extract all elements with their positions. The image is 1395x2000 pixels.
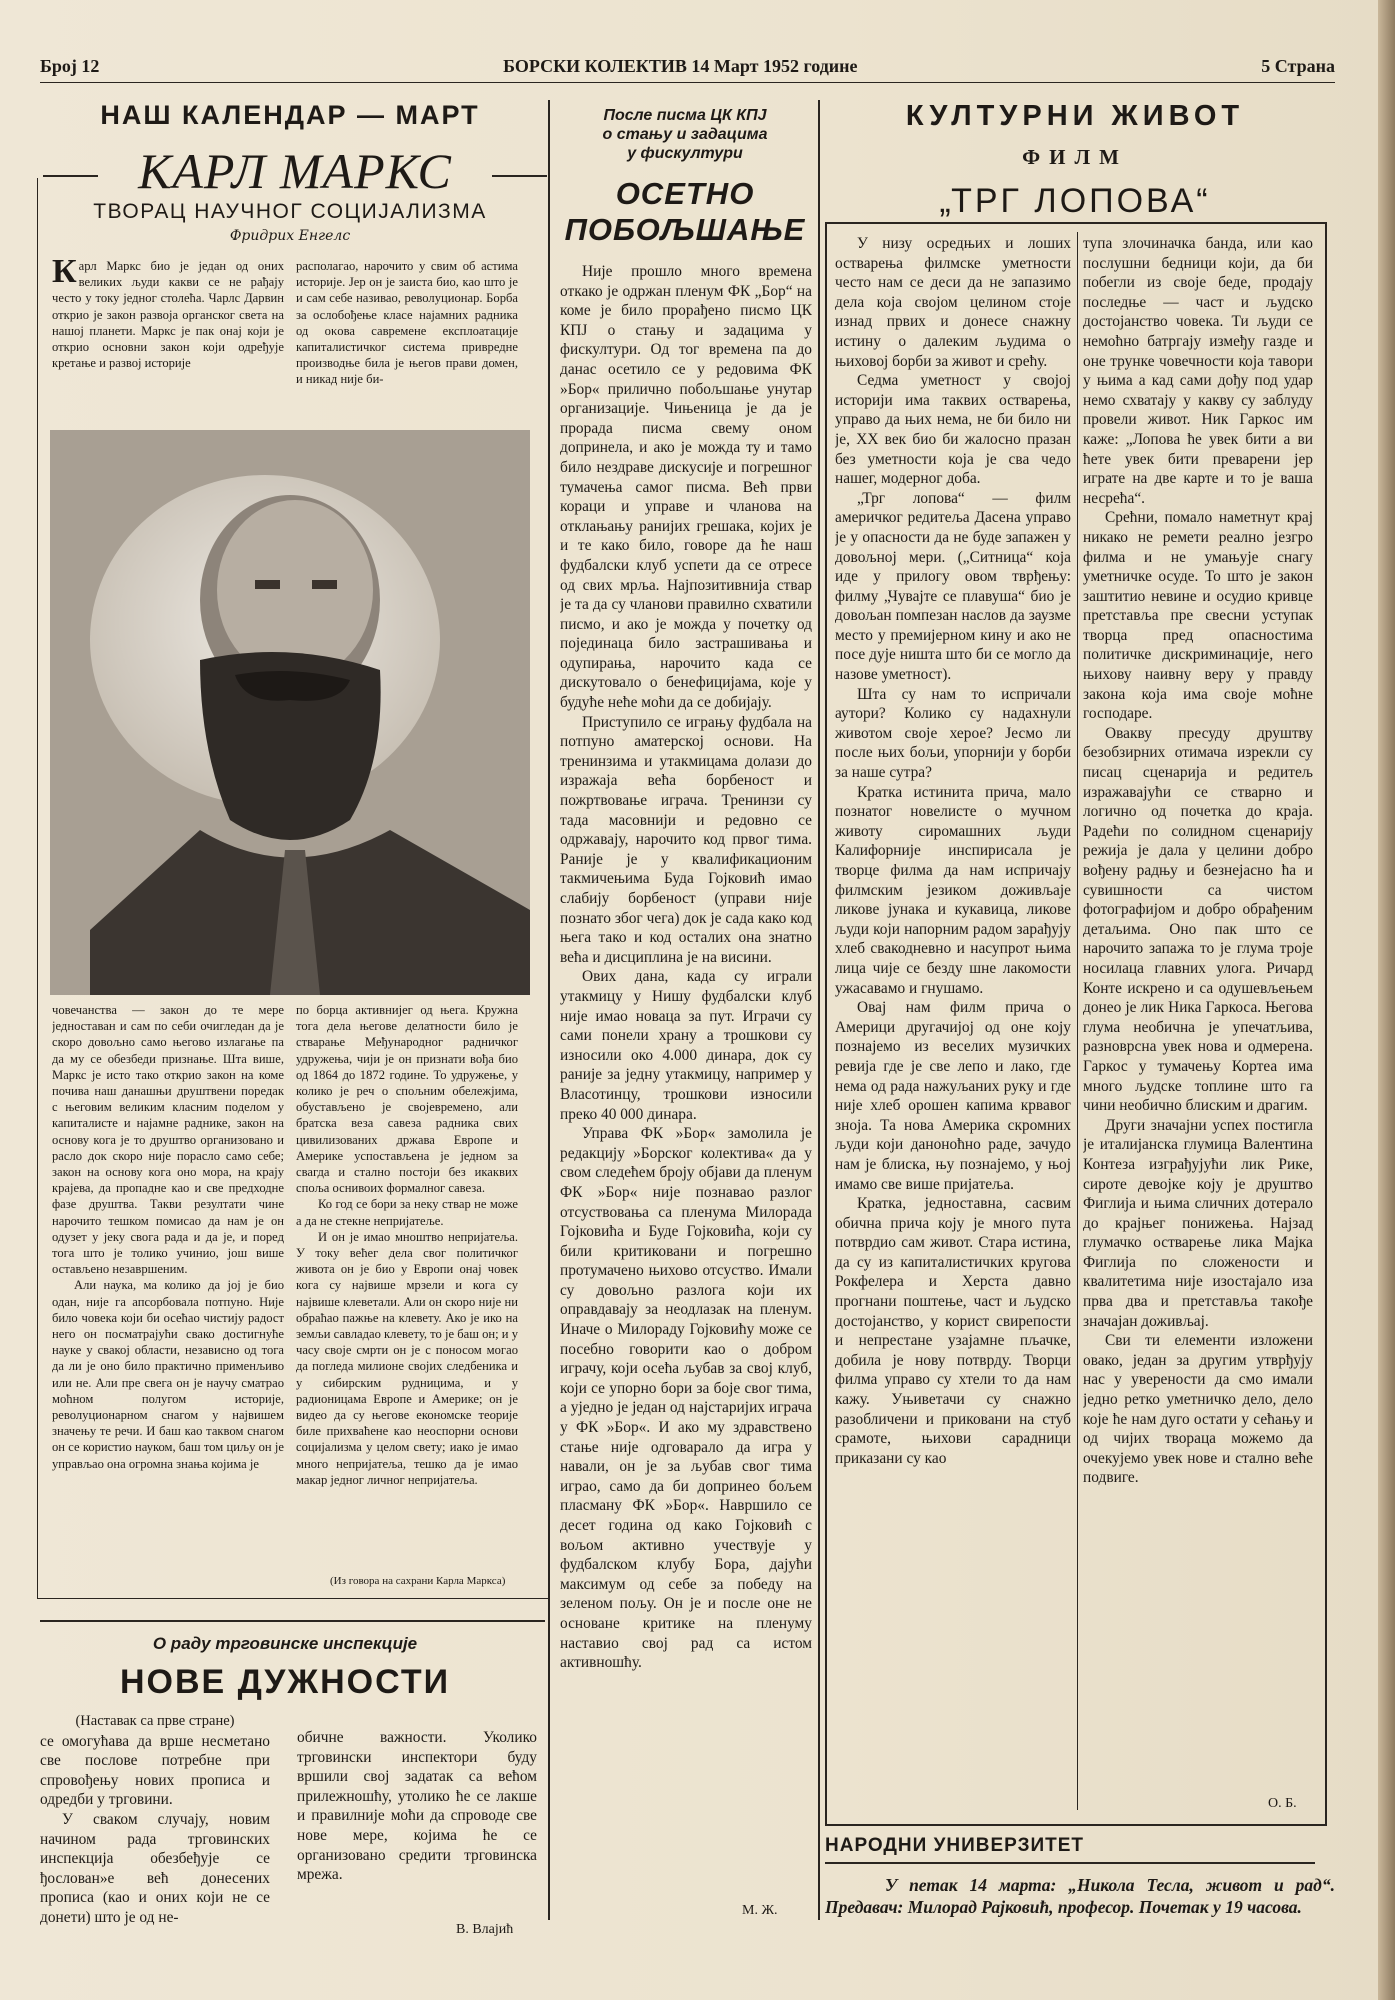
marx-intro-left: Карл Маркс био је један од оних великих људи какви се не рађају често у току једног столећа. Чарлс Дарвин открио је закон развоја органског света на нашој планети. Маркс је пак онај који је открио основни закон који одређује кретање и развој историје bbox=[52, 258, 284, 371]
sport-body: Није прошло много времена откако је одржан пленум ФК „Бор“ на коме је било прорађено писмо ЦК КПЈ о стању и задацима у фискултури. Од тог времена па до данас осетило се у редовима ФК »Бор« прилично побољшање унутар организације. Чињеница је да је прорада писма свему оном допринела, и ако је можда ту и тамо било нездраве дискусије и погрешног тумачења самог писма. Већ први кораци и управе и чланова на отклањању ранијих грешака, којих је и те како било, говоре да ће наш фудбалски клуб успети да се отресе од свих мрља. Најпозитивнија ствар је та да су чланови правилно схватили писмо, и ако је можда у почетку од појединаца било застрашивања и одупирања, нарочито када се дискутовало о бенефицијама, које у будуће неће моћи да се добијају. Приступило се игрању фудбала на потпуно аматерској основи. На тренинзима и утакмицама долази до изражаја већа борбеност и пожртвовање играча. Тренинзи су тада масовнији и редовно се одржавају, нарочито код првог тима. Раније је у квалификационим такмичењима Буда Гојковић имао слабију борбеност (управи није познато због чега) док је сада како код њега тако и код осталих она знатно већа и дисциплина је на висини. Ових дана, када су играли утакмицу у Нишу фудбалски клуб није имао новаца за пут. Играчи су сами понели храну а трошкови су износили око 4.000 динара, док су раније за једну утакмицу, например у Власотинцу, трошкови износили преко 40 000 динара. Управа ФК »Бор« замолила је редакцију »Борског колектива« да у свом следећем броју објави да пленум ФК »Бор« није познавао разлог отсуствовања са пленума Милорада Гојковића и Буде Гојковића, који су били критиковани и погрешно протумачено њихово отсуство. Имали су довољно разлога који их оправдавају за неодлазак на пленум. Иначе о Милораду Гојковићу може се посебно говорити као о добром играчу, који осећа љубав за свој клуб, који се упорно бори за боје свог тима, а уједно је један од најстаријих играча у ФК »Бор«. И ако му здравствено стање није одговарало да игра у навали, он је за љубав свог тима играо, само да би допринео бољем пласману ФК »Бор«. Навршило се десет година од како Гојковић с вољом активно учествује у фудбалском клубу Бора, дајући максимум од себе за победу на зеленом пољу. Он је и после оне не основане критике на пленуму наставио свој рад са истом активношћу. bbox=[560, 263, 812, 1672]
film-review-left: У низу осредњих и лоших остварења филмске уметности често нам се деси да не запазимо дела која својом целином стоје изнад првих и донесе снажну истину о далеким људима о њиховој борби за живот и срећу. Седма уметност у својој историји има таквих остварења, управо да њих нема, не би било ни је, XX век био би жалосно празан без уметности која је сва чедо нашег, модерног доба. „Трг лопова“ — филм америчког редитеља Дасена управо је у опасности да не буде запажен у довољној мери. („Ситница“ која иде у прилогу овом тврђењу: филму „Чувајте се плавуша“ био је довољан помпезан наслов да заузме место у премијерном кину и ако не посе дује ништа што би се могло да назове уметност). Шта су нам то испричали аутори? Колико су надахнули животом своје херое? Јесмо ли после њих бољи, упорнији у борби за наше сутра? Кратка истинита прича, мало познатог новелисте о мучном животу сиромашних људи Калифорније инспирисала је творце филма да нам испричају филмским језиком доживљаје ликове јунака и кукавица, ликове људи који напорним радом зарађују хлеб свакодневно и насупрот њима лица чије се безду шне лакомости ужасавамо и гнушамо. Овај нам филм прича о Америци другачијој од оне коју познајемо из веселих музичких ревија где је све лепо и лако, где нема од рада нажуљаних руку и где није хлеб орошен капима крвавог зноја. Та нова Америка скромних људи који даноноћно раде, зачудо нам је блиска, њу познајемо, у њој имамо све више пријатеља. Кратка, једноставна, сасвим обична прича коју је много пута потврдио сам живот. Стара истина, да су из капиталистичких кругова Рокфелера и Херста давно прогнани поштење, част и људско достојанство, у корист свирепости и непрестане узајамне пљачке, добила је нову потврду. Творци филма управо су хтели то да нам кажу. Уњиветачи су снажно разобличени и приковани на стуб срамоте, њихови сарадници приказани су као bbox=[835, 235, 1071, 1467]
inspection-right: обичне важности. Уколико трговински инспектори буду вршили свој задатак са већом прилежношћу, утолико ће се лакше и правилније моћи да спроводе све нове мере, којима ће се организовано средити трговинска мрежа. bbox=[297, 1729, 537, 1884]
marx-body-left: човечанства — закон до те мере једноставан и сам по себи очигледан да је скоро довољно само његово излагање па да му се обезбеди признање. Шта више, Маркс је исто тако открио закон на коме почива наш данашњи друштвени поредак с његовим великим класним поделом у капиталисте и најамне раднике, закон на основу кога је то друштво организовано и расло док скоро није порасло само себе; закон на основу кога оно мора, на крају крајева, да пропадне као и све предходне фазе друштва. Такви резултати чине нарочито тешком помисао да нам је он одузет у јеку свога рада и да је, и поред тога што је толико учинио, још више остављено незавршеним. Али наука, ма колико да јој је био одан, није га апсорбовала потпуно. Није било човека који би осећао чистију радост него он посматрајући свако достигнуће науке у свакој области, независно од тога да ли је оно било практично применљиво или не. Али пре свега он је научу сматрао моћном полугом историје, револуционарном снагом у највишем значењу те речи. И баш као таквом снагом он се користио науком, баш том циљу он је управљао она огромна знања којима је bbox=[52, 1003, 284, 1471]
calendar-heading: НАШ КАЛЕНДАР — МАРТ bbox=[100, 100, 480, 130]
university-announcement: У петак 14 марта: „Никола Тесла, живот и рад“. Предавач: Милорад Рајковић, професор. Почетак у 19 часова. bbox=[825, 1875, 1335, 1917]
column-divider bbox=[1077, 232, 1078, 1810]
film-review-right: тупа злочиначка банда, или као послушни бедници који, да би побегли из своје беде, продају последње — част и људско достојанство човека. Ти људи се немоћно батргају између газде и оне трунке човечности која тавори у њима а кад сами дођу под удар немо схватају у какву су заблуду провели живот. Ник Гаркос им каже: „Лопова ће увек бити а ви ћете увек бити преварени јер играте на две карте и то је ваша несрећа“. Срећни, помало наметнут крај никако не ремети реално језгро филма и не умањује снагу уметничке осуде. То што је закон заштитио невине и осудио кривце претставља пре свесни уступак творца пред опасностима политичке дискриминације, него њихову наивну веру у правду закона која има своје моћне господаре. Овакву пресуду друштву безобзирних отимача изрекли су писац сценарија и редитељ изражавајући се стварно и логично од почетка до краја. Радећи по солидном сценарију режија је дала у целини добро вођену радњу и безнејасно ћа и сувишности са чистом фотографијом и добро обрађеним детаљима. Оно пак што се нарочито запажа то је глума троје носилаца главних улога. Ричард Конте искрено и са одушевљењем донео је лик Ника Гаркоса. Његова глума необична је упечатљива, разноврсна увек нова и одмерена. Гаркос у тумачењу Кортеа има много људске топлине што га чини необично блиским и драгим. Други значајни успех постигла је италијанска глумица Валентина Контеза изграђујући лик Рике, сироте девојке коју је друштво Фиглија и њима сличних дотерало до крајњег понижења. Најзад глумачко остварење лика Мајка Фиглија по сложености и квалитетима није изостајало иза прва два и претставља такође значајан доживљај. Сви ти елементи изложени овако, један за другим утврђују нас у уверености да смо имали једно ретко уметничко дело, дело које ће нам дуго остати у сећању и од чијих твораца можемо да очекујемо увек нове и стално веће подвиге. bbox=[1083, 235, 1313, 1487]
film-label: ФИЛМ bbox=[1022, 145, 1128, 169]
sport-signature: М. Ж. bbox=[742, 1903, 778, 1918]
page-number: 5 Страна bbox=[1261, 55, 1335, 76]
issue-number: Број 12 bbox=[40, 55, 100, 76]
marx-source: (Из говора на сахрани Карла Маркса) bbox=[330, 1575, 506, 1587]
section-divider bbox=[825, 1862, 1315, 1864]
column-divider bbox=[548, 100, 550, 1920]
marx-title: КАРЛ МАРКС bbox=[85, 142, 505, 200]
marx-body-right: по борца активнијег од њега. Кружна тога дела његове делатности било је стварање Међународног радничког удружења, чији је он признати вођа био од 1864 до 1872 године. То удружење, у колико је реч о спољним обележјима, обустављено је својевремено, али братска веза савеза радника свих цивилизованих држава Европе и Америке успостављена је једном за свагда и стално постоји без икаквих споља оснивоих формалног савеза. Ко год се бори за неку ствар не може а да не стекне непријатеље. И он је имао мноштво непријатеља. У току већег дела свог политичког живота он је био у Европи онај човек кога су највише мрзели и кога су највише клеветали. Али он скоро није ни обраћао пажње на клевету. Ако је ико на земљи савладао клевету, то је баш он; и у часу своје смрти он је с поносом могао да погледа милионе својих следбеника и у сибирским рудницима, и у радионицама Европе и Америке; он је видео да су његове економске теорије биле прихваћене као неоспорни основи социјализма у целом свету; иако је имао много непријатеља, тешко да је имао макар једног личног непријатеља. bbox=[296, 1003, 518, 1487]
film-title: „ТРГ ЛОПОВА“ bbox=[939, 182, 1211, 220]
marx-intro-right: располагао, нарочито у свим об астима историје. Јер он је заиста био, као што је и сам себе називао, револуционар. Борба за ослобођење класе најамних радника од оκова савремене експлоатације капиталистичког система привредне производње била је његов прави домен, и никад није би- bbox=[296, 259, 518, 387]
marx-subtitle: ТВОРАЦ НАУЧНОГ СОЦИЈАЛИЗМА bbox=[93, 200, 487, 223]
sport-kicker: После писма ЦК КПЈ о стању и задацима у фискултури bbox=[602, 107, 768, 162]
inspection-left: (Наставак са прве стране) се омогућава да врше несметано све послове потребне при спровођењу нових прописа и одредби у трговини. У сваком случају, новим начином рада трговинских инспекција обезбеђује се ђослован»е већ донесених прописа (као и оних који не се донети) што је од не- bbox=[40, 1713, 270, 1926]
marx-portrait-photo bbox=[50, 430, 530, 995]
inspection-signature: В. Влајић bbox=[456, 1922, 514, 1937]
culture-heading: КУЛТУРНИ ЖИВОТ bbox=[905, 100, 1245, 132]
sport-title: ОСЕТНО ПОБОЉШАЊЕ bbox=[564, 176, 806, 247]
column-divider bbox=[818, 100, 820, 1920]
binding-edge bbox=[1378, 0, 1395, 2000]
inspection-title: НОВЕ ДУЖНОСТИ bbox=[119, 1663, 451, 1701]
drop-cap: К bbox=[52, 258, 77, 290]
page-header bbox=[40, 50, 1335, 83]
marx-author: Фридрих Енгелс bbox=[229, 228, 351, 244]
masthead: БОРСКИ КОЛЕКТИВ 14 Март 1952 године bbox=[503, 55, 858, 76]
section-divider bbox=[40, 1620, 545, 1622]
film-signature: О. Б. bbox=[1268, 1796, 1297, 1811]
inspection-kicker: О раду трговинске инспекције bbox=[152, 1634, 418, 1653]
portrait-illustration bbox=[50, 430, 530, 995]
university-heading: НАРОДНИ УНИВЕРЗИТЕТ bbox=[825, 1835, 1085, 1856]
